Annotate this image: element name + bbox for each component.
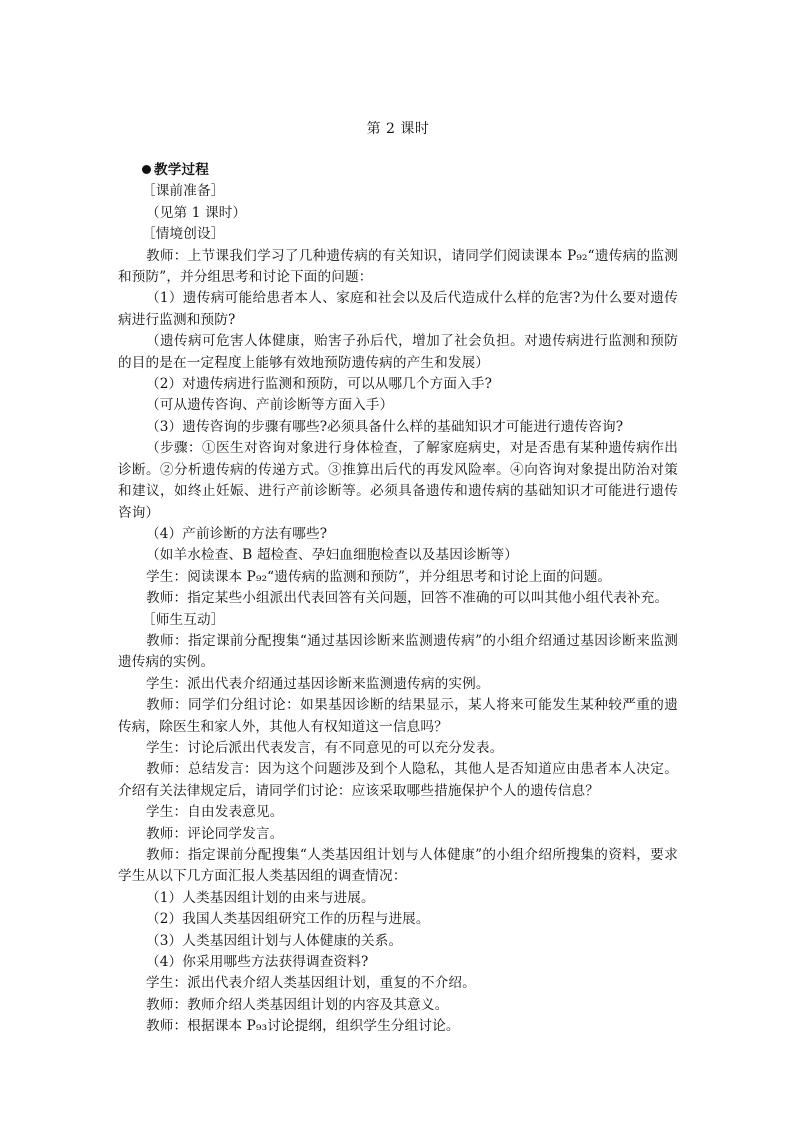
paragraph: （3）人类基因组计划与人体健康的关系。: [146, 932, 403, 949]
paragraph: 教师：指定课前分配搜集“通过基因诊断来监测遗传病”的小组介绍通过基因诊断来监测遗传病的实例。: [118, 632, 678, 671]
document-body: [118, 160, 678, 1038]
paragraph: （4）你采用哪些方法获得调查资料?: [146, 954, 369, 971]
paragraph: （步骤：①医生对咨询对象进行身体检查，了解家庭病史，对是否患有某种遗传病作出诊断。②分析遗传病的传递方式。③推算出后代的再发风险率。④向咨询对象提出防治对策和建议，如终止妊娠、进行产前诊断等。必须具备遗传和遗传病的基础知识才可能进行遗传咨询）: [118, 440, 678, 521]
paragraph: （如羊水检查、B 超检查、孕妇血细胞检查以及基因诊断等）: [146, 547, 518, 564]
section-heading: [118, 160, 678, 181]
paragraph: 学生：阅读课本 P₉₂“遗传病的监测和预防”，并分组思考和讨论上面的问题。: [146, 568, 612, 585]
paragraph: （2）对遗传病进行监测和预防，可以从哪几个方面入手?: [146, 376, 493, 393]
paragraph: 教师：指定课前分配搜集“人类基因组计划与人体健康”的小组介绍所搜集的资料，要求学生从以下几方面汇报人类基因组的调查情况：: [118, 847, 678, 885]
paragraph-list: [118, 181, 678, 1037]
paragraph: 教师：根据课本 P₉₃讨论提纲，组织学生分组讨论。: [146, 1018, 460, 1035]
paragraph: （可从遗传咨询、产前诊断等方面入手）: [146, 397, 394, 414]
paragraph: ［情境创设］: [142, 226, 225, 243]
paragraph: 教师：总结发言：因为这个问题涉及到个人隐私，其他人是否知道应由患者本人决定。介绍有关法律规定后，请同学们讨论：应该采取哪些措施保护个人的遗传信息？: [118, 761, 678, 799]
paragraph: （1）人类基因组计划的由来与进展。: [146, 889, 375, 906]
paragraph: ［师生互动］: [142, 611, 225, 628]
paragraph: （见第 1 课时）: [146, 204, 247, 221]
heading-text: 教学过程: [154, 162, 209, 178]
paragraph: 学生：自由发表意见。: [146, 804, 284, 821]
paragraph: 教师：教师介绍人类基因组计划的内容及其意义。: [146, 996, 449, 1013]
paragraph: 教师：上节课我们学习了几种遗传病的有关知识，请同学们阅读课本 P₉₂“遗传病的监测和预防”，并分组思考和讨论下面的问题：: [118, 247, 678, 286]
paragraph: 学生：派出代表介绍通过基因诊断来监测遗传病的实例。: [146, 675, 490, 692]
paragraph: （2）我国人类基因组研究工作的历程与进展。: [146, 911, 430, 928]
paragraph: ［课前准备］: [142, 183, 225, 200]
lesson-title: 第 2 课时: [366, 121, 430, 137]
paragraph: 教师：同学们分组讨论：如果基因诊断的结果显示，某人将来可能发生某种较严重的遗传病，除医生和家人外，其他人有权知道这一信息吗？: [118, 697, 678, 735]
paragraph: （3）遗传咨询的步骤有哪些?必须具备什么样的基础知识才可能进行遗传咨询?: [146, 418, 624, 435]
paragraph: （1）遗传病可能给患者本人、家庭和社会以及后代造成什么样的危害?为什么要对遗传病进行监测和预防?: [118, 290, 678, 328]
paragraph: （遗传病可危害人体健康，贻害子孙后代，增加了社会负担。对遗传病进行监测和预防的目的是在一定程度上能够有效地预防遗传病的产生和发展）: [118, 333, 678, 371]
paragraph: （4）产前诊断的方法有哪些?: [146, 525, 328, 542]
paragraph: 学生：派出代表介绍人类基因组计划，重复的不介绍。: [146, 975, 476, 992]
paragraph: 教师：指定某些小组派出代表回答有关问题，回答不准确的可以叫其他小组代表补充。: [146, 590, 669, 607]
paragraph: 教师：评论同学发言。: [146, 825, 284, 842]
paragraph: 学生：讨论后派出代表发言，有不同意见的可以充分发表。: [146, 739, 504, 756]
bullet-icon: [142, 165, 151, 174]
